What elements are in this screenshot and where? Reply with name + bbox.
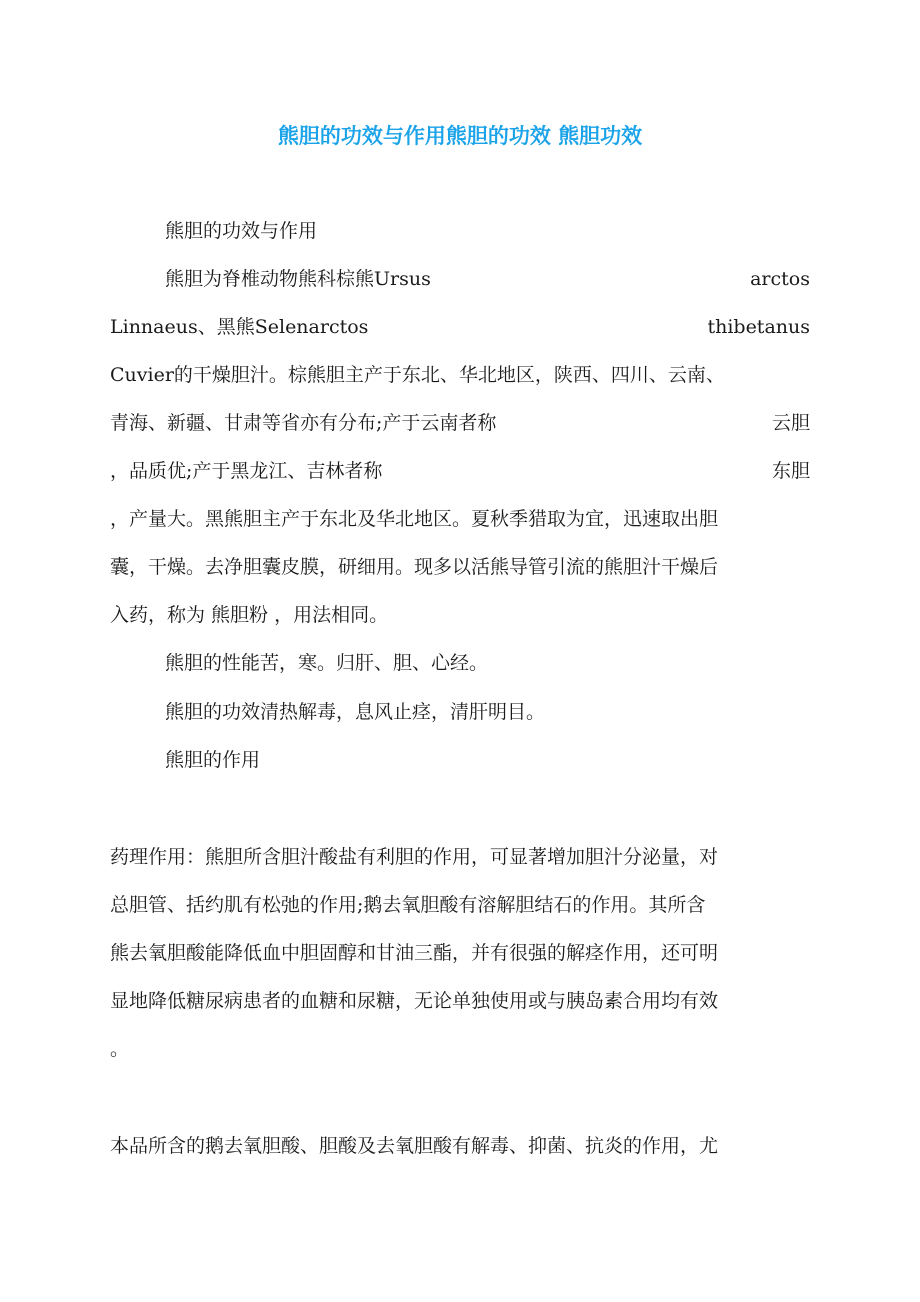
text-segment: 青海、新疆、甘肃等省亦有分布;产于云南者称 <box>110 412 497 434</box>
text-line: 熊胆的性能苦，寒。归肝、胆、心经。 <box>165 652 489 674</box>
text-line: 囊，干燥。去净胆囊皮膜，研细用。现多以活熊导管引流的熊胆汁干燥后 <box>110 556 719 578</box>
text-segment: 熊胆为脊椎动物熊科棕熊Ursus <box>165 268 431 290</box>
text-line: 熊胆的功效清热解毒，息风止痉，清肝明目。 <box>165 701 546 723</box>
text-line: 。 <box>110 1038 130 1060</box>
paragraph-heading: 熊胆的功效与作用 <box>165 220 318 242</box>
text-line <box>110 315 810 339</box>
text-line <box>110 411 810 435</box>
text-line <box>165 267 810 291</box>
text-line: Cuvier的干燥胆汁。棕熊胆主产于东北、华北地区，陕西、四川、云南、 <box>110 364 725 386</box>
text-segment: 东胆 <box>771 460 810 482</box>
text-line: 熊去氧胆酸能降低血中胆固醇和甘油三酯，并有很强的解痉作用，还可明 <box>110 942 719 964</box>
text-line <box>110 459 810 483</box>
text-segment: Linnaeus、黑熊Selenarctos <box>110 316 369 338</box>
text-segment: ，品质优;产于黑龙江、吉林者称 <box>110 460 383 482</box>
text-line: 总胆管、括约肌有松弛的作用;鹅去氧胆酸有溶解胆结石的作用。其所含 <box>110 894 706 916</box>
text-segment: thibetanus <box>707 316 810 338</box>
text-line: ，产量大。黑熊胆主产于东北及华北地区。夏秋季猎取为宜，迅速取出胆 <box>110 508 719 530</box>
text-line: 药理作用：熊胆所含胆汁酸盐有利胆的作用，可显著增加胆汁分泌量，对 <box>110 846 719 868</box>
text-line: 显地降低糖尿病患者的血糖和尿糖，无论单独使用或与胰岛素合用均有效 <box>110 990 719 1012</box>
text-segment: arctos <box>750 268 810 290</box>
text-line: 入药，称为 熊胆粉 ，用法相同。 <box>110 604 389 626</box>
paragraph-heading: 熊胆的作用 <box>165 749 261 771</box>
text-segment: 云胆 <box>771 412 810 434</box>
text-line: 本品所含的鹅去氧胆酸、胆酸及去氧胆酸有解毒、抑菌、抗炎的作用，尤 <box>110 1135 719 1157</box>
document-title: 熊胆的功效与作用熊胆的功效 熊胆功效 <box>277 124 643 148</box>
